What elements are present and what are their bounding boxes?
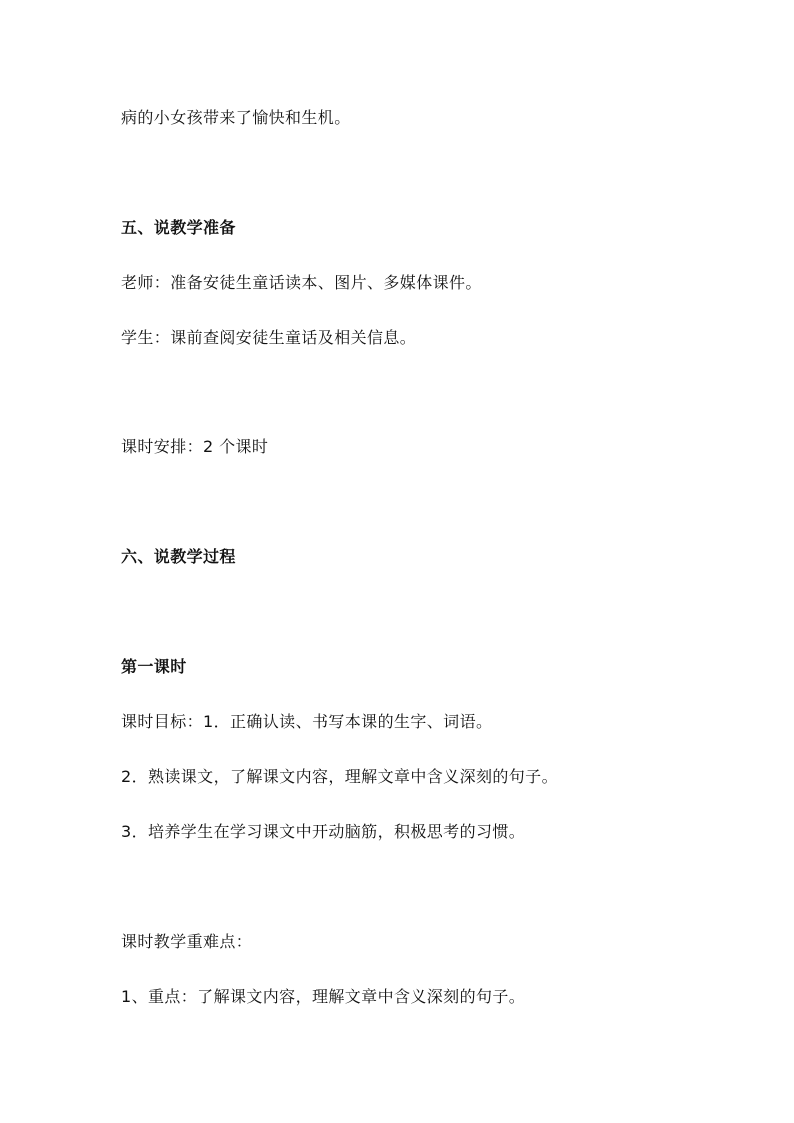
key-points-heading: 课时教学重难点：: [121, 932, 253, 951]
lesson-goal-1: 课时目标：1．正确认读、书写本课的生字、词语。: [121, 712, 493, 731]
section-heading-teaching-process: 六、说教学过程: [121, 547, 236, 566]
lesson-goal-2: 2．熟读课文，了解课文内容，理解文章中含义深刻的句子。: [121, 767, 558, 786]
lesson-schedule-text: 课时安排：2 个课时: [121, 437, 269, 456]
key-point-1: 1、重点：了解课文内容，理解文章中含义深刻的句子。: [121, 987, 526, 1006]
teacher-preparation-text: 老师：准备安徒生童话读本、图片、多媒体课件。: [121, 273, 482, 292]
student-preparation-text: 学生：课前查阅安徒生童话及相关信息。: [121, 328, 417, 347]
continuation-text: 病的小女孩带来了愉快和生机。: [121, 108, 351, 127]
lesson-goal-3: 3．培养学生在学习课文中开动脑筋，积极思考的习惯。: [121, 822, 526, 841]
lesson-one-heading: 第一课时: [121, 657, 187, 676]
section-heading-teaching-preparation: 五、说教学准备: [121, 218, 236, 237]
